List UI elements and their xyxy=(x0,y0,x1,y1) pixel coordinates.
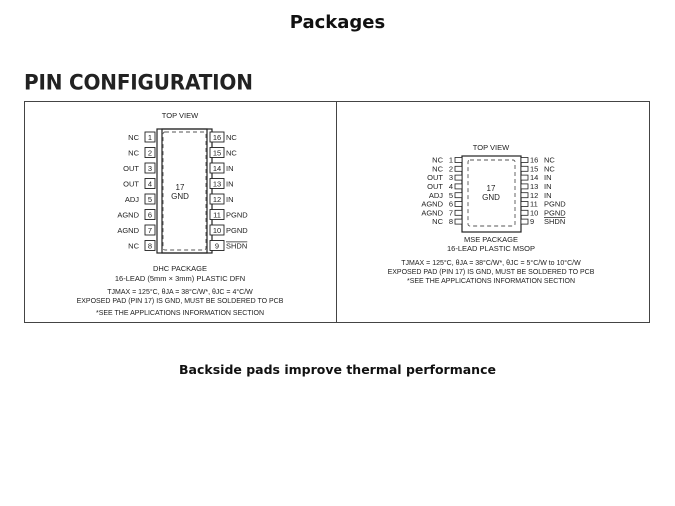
msop-pad-label: GND xyxy=(482,193,500,202)
msop-pin-12-number: 12 xyxy=(530,190,539,200)
msop-pin-11-lead xyxy=(521,202,528,207)
dfn-pin-13-number: 13 xyxy=(212,179,222,189)
dfn-pin-13-name: IN xyxy=(226,179,234,189)
msop-pin-7-lead xyxy=(455,210,462,215)
dfn-pin-8-number: 8 xyxy=(147,241,153,251)
dfn-package-name: DHC PACKAGE xyxy=(152,264,208,273)
msop-pin-11-number: 11 xyxy=(530,199,538,209)
msop-pin-diagram xyxy=(337,102,649,322)
dfn-pin-14-number: 14 xyxy=(212,164,222,173)
dfn-pin-9-number: 9 xyxy=(214,241,220,251)
msop-pin-9-lead xyxy=(521,219,528,224)
slide-caption: Backside pads improve thermal performance xyxy=(179,362,496,377)
dfn-pin-16-number: 16 xyxy=(212,133,222,142)
dfn-exposed-pad xyxy=(163,132,206,250)
msop-pin-10-lead xyxy=(521,210,528,215)
msop-pin-7-number: 7 xyxy=(448,208,453,218)
msop-pin-1-lead xyxy=(455,158,462,163)
msop-package-desc: 16-LEAD PLASTIC MSOP xyxy=(447,244,535,253)
msop-pin-11-name: PGND xyxy=(544,199,566,209)
msop-pin-8-name: NC xyxy=(432,217,443,227)
dfn-pin-5-number: 5 xyxy=(147,195,153,204)
dfn-pin-8-name: NC xyxy=(128,241,139,251)
msop-pin-6-name: AGND xyxy=(421,199,443,209)
dfn-pin-15-name: NC xyxy=(226,148,237,158)
dfn-pin-5-name: ADJ xyxy=(124,195,139,204)
msop-pin-6-lead xyxy=(455,202,462,207)
msop-pin-7-name: AGND xyxy=(421,208,443,218)
dfn-pin-6-name: AGND xyxy=(117,210,139,220)
dfn-see-note: *SEE THE APPLICATIONS INFORMATION SECTION xyxy=(95,310,265,317)
msop-pin-6-number: 6 xyxy=(448,199,453,209)
msop-pin-5-name: ADJ xyxy=(428,190,443,200)
msop-pin-12-lead xyxy=(521,193,528,198)
dfn-pin-11-name: PGND xyxy=(226,210,248,220)
dfn-pin-1-name: NC xyxy=(128,133,139,142)
dfn-pin-9-name: SHDN xyxy=(226,241,248,251)
dfn-pin-7-name: AGND xyxy=(117,226,139,235)
slide-title: Packages xyxy=(289,12,386,33)
dfn-exposed-pad-note: EXPOSED PAD (PIN 17) IS GND, MUST BE SOLDERED TO PCB xyxy=(76,298,284,305)
msop-pin-14-name: IN xyxy=(544,173,552,183)
msop-pin-10-name: PGND xyxy=(544,208,566,218)
dfn-top-view-label: TOP VIEW xyxy=(161,111,199,120)
dfn-pin-15-number: 15 xyxy=(212,148,222,158)
msop-pin-14-number: 14 xyxy=(530,173,539,183)
msop-pin-5-number: 5 xyxy=(448,190,453,200)
dfn-package-outline xyxy=(157,129,212,253)
msop-pin-4-name: OUT xyxy=(427,182,443,191)
dfn-pin-2-name: NC xyxy=(128,148,139,158)
msop-pad-number: 17 xyxy=(486,184,496,193)
dfn-pin-16-name: NC xyxy=(226,133,237,142)
dfn-package-desc: 16-LEAD (5mm × 3mm) PLASTIC DFN xyxy=(114,274,246,283)
dfn-pin-6-number: 6 xyxy=(147,210,153,220)
msop-pin-15-lead xyxy=(521,166,528,171)
msop-pin-1-number: 1 xyxy=(448,155,453,165)
dfn-pin-10-number: 10 xyxy=(212,226,222,235)
dfn-pin-10-name: PGND xyxy=(226,226,248,235)
msop-pin-16-lead xyxy=(521,158,528,163)
dfn-pin-14-name: IN xyxy=(226,164,234,173)
msop-pin-12-name: IN xyxy=(544,190,552,200)
msop-pin-5-lead xyxy=(455,193,462,198)
dfn-pin-12-number: 12 xyxy=(212,195,222,204)
msop-pin-2-name: NC xyxy=(432,164,443,174)
dfn-pin-3-number: 3 xyxy=(147,164,153,173)
dfn-pin-4-name: OUT xyxy=(123,179,139,189)
msop-pin-14-lead xyxy=(521,175,528,180)
msop-thermal-spec: TJMAX = 125°C, θJA = 38°C/W*, θJC = 5°C/W to 10°C/W xyxy=(401,260,581,267)
msop-pin-13-number: 13 xyxy=(530,182,539,191)
msop-pin-3-lead xyxy=(455,175,462,180)
dfn-pin-3-name: OUT xyxy=(123,164,139,173)
msop-pin-2-lead xyxy=(455,166,462,171)
msop-pin-13-lead xyxy=(521,184,528,189)
msop-see-note: *SEE THE APPLICATIONS INFORMATION SECTION xyxy=(406,278,576,285)
msop-pin-3-number: 3 xyxy=(448,173,453,183)
msop-pin-4-lead xyxy=(455,184,462,189)
msop-pin-16-name: NC xyxy=(544,155,555,165)
dfn-pin-1-number: 1 xyxy=(147,133,153,142)
dfn-pin-diagram xyxy=(25,102,335,322)
msop-pin-1-name: NC xyxy=(432,155,443,165)
msop-pin-8-lead xyxy=(455,219,462,224)
msop-pin-13-name: IN xyxy=(544,182,552,191)
msop-pin-15-name: NC xyxy=(544,164,555,174)
msop-pin-2-number: 2 xyxy=(448,164,453,174)
msop-pin-10-number: 10 xyxy=(530,208,539,218)
msop-pin-3-name: OUT xyxy=(427,173,443,183)
dfn-pad-label: GND xyxy=(171,192,189,201)
msop-exposed-pad-note: EXPOSED PAD (PIN 17) IS GND, MUST BE SOLDERED TO PCB xyxy=(387,269,595,276)
dfn-pin-2-number: 2 xyxy=(147,148,153,158)
msop-top-view-label: TOP VIEW xyxy=(472,143,510,152)
msop-pin-9-name: SHDN xyxy=(544,217,566,227)
dfn-thermal-spec: TJMAX = 125°C, θJA = 38°C/W*, θJC = 4°C/W xyxy=(107,289,253,296)
msop-pin-16-number: 16 xyxy=(530,155,539,165)
dfn-pin-11-number: 11 xyxy=(213,210,221,220)
msop-pin-9-number: 9 xyxy=(530,217,535,227)
dfn-pin-4-number: 4 xyxy=(147,179,153,189)
msop-pin-15-number: 15 xyxy=(530,164,539,174)
dfn-pin-7-number: 7 xyxy=(147,226,153,235)
dfn-package-body xyxy=(162,129,207,253)
section-heading: PIN CONFIGURATION xyxy=(24,69,253,95)
msop-package-name: MSE PACKAGE xyxy=(463,235,519,244)
dfn-pad-number: 17 xyxy=(175,183,185,192)
dfn-pin-12-name: IN xyxy=(226,195,234,204)
msop-pin-4-number: 4 xyxy=(448,182,453,191)
msop-pin-8-number: 8 xyxy=(448,217,453,227)
